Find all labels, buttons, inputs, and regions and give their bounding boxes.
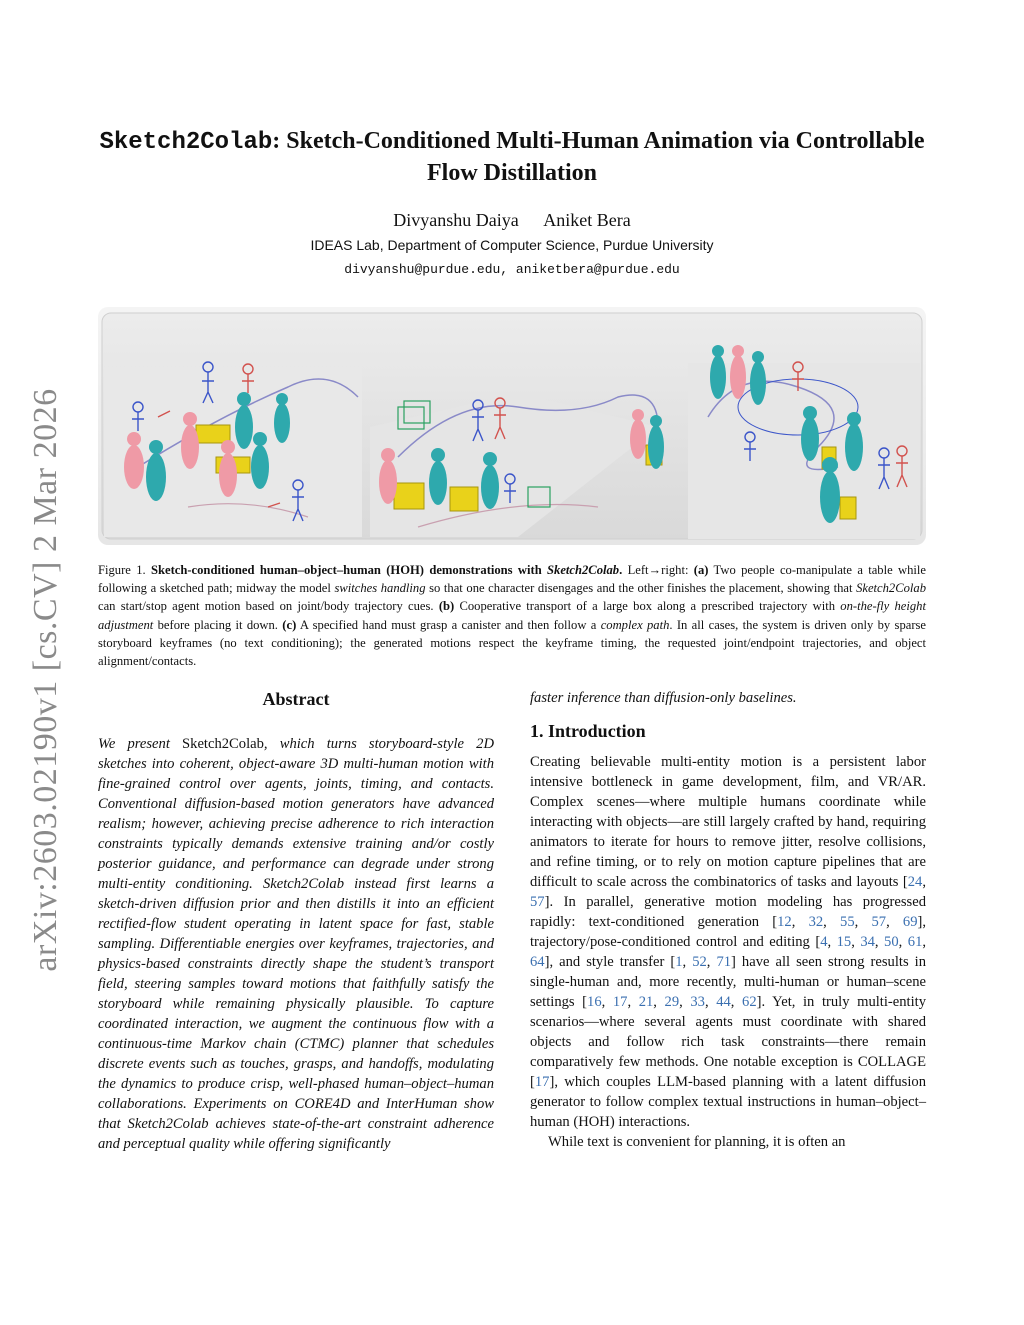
intro-text-2: ]. In parallel, generative motion modeling has progressed rapidly: text-conditioned generation [: [530, 894, 926, 930]
citation-link[interactable]: 21: [638, 994, 654, 1010]
intro-text-6: ]. Yet, in truly multi-entity scenarios—where several agents must coordinate with shared objects and follow rich task constraints—there remain comparatively few methods. One notable exception is COLLAGE [: [530, 994, 926, 1090]
intro-body: [530, 752, 926, 1152]
citation-link[interactable]: 69: [902, 914, 918, 930]
citation-link[interactable]: 44: [716, 994, 731, 1010]
title-method-name: Sketch2Colab: [99, 129, 273, 156]
caption-tag-b: (b): [438, 599, 455, 614]
teaser-illustration: [98, 307, 926, 545]
caption-method-name: Sketch2Colab: [547, 563, 620, 577]
figure-caption: [98, 561, 926, 670]
author-list: [98, 210, 926, 231]
caption-bold-text: Sketch-conditioned human–object–human (HOH) demonstrations with: [150, 563, 548, 577]
citation-link[interactable]: 1: [675, 954, 683, 970]
intro-text-3: ], trajectory/pose-conditioned control and editing [: [530, 914, 927, 950]
affiliation: IDEAS Lab, Department of Computer Science, Purdue University: [310, 237, 714, 253]
intro-text-1: Creating believable multi-entity motion is a persistent labor intensive bottleneck in game development, film, and VR/AR. Complex scenes—where multiple humans coordinate while interacting with objects—are still largely crafted by hand, requiring animators to iterate for hours to remove jitter, resolve collisions, and refine timing, or to rely on motion capture pipelines that are difficult to scale across the combinatorics of tasks and layouts [: [530, 754, 926, 890]
abstract-column: [98, 688, 494, 1154]
citation-link[interactable]: 55: [840, 914, 855, 930]
caption-tag-c: (c): [282, 617, 297, 632]
caption-label: Figure 1.: [98, 563, 151, 577]
intro-heading: 1. Introduction: [530, 721, 646, 741]
intro-paragraph-1: Creating believable multi-entity motion is a persistent labor intensive bottleneck in game development, film, and VR/AR. Complex scenes—where multiple humans coordinate while interacting with objects—are still largely crafted by hand, requiring animators to iterate for hours to remove jitter, resolve collisions, and refine timing, or to rely on motion capture pipelines that are difficult to scale across the combinatorics of tasks and layouts [24, 57]. In parallel, generative motion modeling has progressed rapidly: text-conditioned generation [12, 32, 55, 57, 69], trajectory/pose-conditioned control and editing [4, 15, 34, 50, 61, 64], and style transfer [1, 52, 71] have all seen strong results in single-human and, more recently, multi-human or human–scene settings [16, 17, 21, 29, 33, 44, 62]. Yet, in truly multi-entity scenarios—where several agents must coordinate with shared objects and follow rich task constraints—there remain comparatively few methods. One notable exception is COLLAGE [17], which couples LLM-based planning with a latent diffusion generator to follow complex textual instructions in human–object–human (HOH) interactions.: [530, 754, 927, 1130]
caption-emph-3: on-the-fly height adjustment: [98, 599, 926, 632]
citation-link[interactable]: 52: [692, 954, 707, 970]
caption-text-3: so that one character disengages and the other finishes the placement, showing that: [425, 581, 857, 596]
intro-text-5: ] have all seen strong results in single-human and, more recently, multi-human or human–scene settings [: [530, 954, 926, 1010]
caption-tag-a: (a): [693, 563, 709, 577]
caption-text-2: Two people co-manipulate a table while following a sketched path; midway the model: [98, 563, 926, 596]
caption-text-8: . In all cases, the system is driven only by sparse storyboard keyframes (no text conditioning); the generated motions respect the keyframe timing, the requested joint/endpoint trajectories, and object alignment/contacts.: [98, 617, 927, 669]
citation-link[interactable]: 71: [716, 954, 732, 970]
citation-link[interactable]: 32: [808, 914, 824, 930]
citation-link[interactable]: 17: [534, 1074, 550, 1090]
citation-link[interactable]: 62: [742, 994, 757, 1010]
citation-link[interactable]: 34: [860, 934, 875, 950]
citation-link[interactable]: 57: [871, 914, 887, 930]
intro-paragraph-2: While text is convenient for planning, it is often an: [548, 1134, 846, 1150]
caption-bold-period: .: [619, 563, 623, 577]
citation-link[interactable]: 64: [530, 954, 545, 970]
arxiv-sidebar-stamp: [16, 380, 76, 980]
abstract-continuation: faster inference than diffusion-only baselines.: [530, 690, 797, 706]
author-emails: divyanshu@purdue.edu, aniketbera@purdue.edu: [344, 262, 680, 277]
citation-link[interactable]: 16: [587, 994, 602, 1010]
caption-text-5: Cooperative transport of a large box along a prescribed trajectory with: [454, 599, 841, 614]
citation-link[interactable]: 29: [664, 994, 680, 1010]
teaser-figure: [98, 307, 926, 545]
author-2: Aniket Bera: [543, 210, 631, 230]
citation-link[interactable]: 4: [820, 934, 828, 950]
citation-link[interactable]: 12: [777, 914, 792, 930]
intro-text-4: ], and style transfer [: [544, 954, 676, 970]
caption-text-7: A specified hand must grasp a canister and then follow a: [296, 617, 601, 632]
abstract-rest: , which turns storyboard-style 2D sketches into coherent, object-aware 3D multi-human motion with fine-grained control over agents, joints, timing, and contacts. Conventional diffusion-based motion generators have advanced realism; however, achieving precise adherence to rich interaction constraints typically demands extensive training and/or costly posterior guidance, and performance can degrade under strong multi-entity conditioning. Sketch2Colab instead first learns a sketch-driven diffusion prior and then distills it into an efficient rectified-flow student operating in latent space for fast, stable sampling. Differentiable energies over keyframes, trajectories, and physics-based constraints directly shape the student’s transport field, steering samples toward motions that faithfully satisfy the storyboard while remaining physically plausible. To capture coordinated interaction, we augment the continuous flow with a continuous-time Markov chain (CTMC) planner that schedules discrete events such as touches, grasps, and handoffs, modulating the dynamics to produce crisp, well-phased human–object–human collaborations. Experiments on CORE4D and InterHuman show that Sketch2Colab achieves state-of-the-art constraint adherence and perceptual quality while offering significantly: [98, 736, 495, 1152]
citation-link[interactable]: 61: [907, 934, 923, 950]
paper-title: [98, 126, 926, 188]
citation-link[interactable]: 15: [836, 934, 852, 950]
panel-c-scene: [688, 345, 920, 539]
citation-link[interactable]: 17: [612, 994, 628, 1010]
caption-text-4: can start/stop agent motion based on joint/body trajectory cues.: [98, 599, 439, 614]
caption-emph-1: switches handling: [334, 581, 426, 596]
citation-link[interactable]: 33: [690, 994, 705, 1010]
author-1: Divyanshu Daiya: [393, 210, 519, 230]
caption-bold-title: [151, 563, 622, 577]
abstract-intro: We present: [98, 736, 183, 752]
intro-text-7: ], which couples LLM-based planning with a latent diffusion generator to follow complex textual instructions in human–object–human (HOH) interactions.: [530, 1074, 926, 1130]
caption-text-1: Left→right:: [622, 563, 694, 577]
arxiv-id: arXiv:2603.02190v1 [cs.CV] 2 Mar 2026: [27, 388, 64, 972]
title-rest: : Sketch-Conditioned Multi-Human Animation via Controllable Flow Distillation: [272, 128, 925, 186]
abstract-body: [98, 734, 494, 1154]
caption-emph-2: Sketch2Colab: [856, 581, 927, 596]
citation-link[interactable]: 57: [530, 894, 545, 910]
panel-a-scene: [104, 362, 362, 537]
caption-text-6: before placing it down.: [153, 617, 283, 632]
abstract-heading: Abstract: [262, 689, 330, 709]
citation-link[interactable]: 24: [907, 874, 923, 890]
abstract-method-name: Sketch2Colab: [182, 736, 264, 752]
intro-column: [530, 688, 926, 1152]
caption-emph-4: complex path: [600, 617, 670, 632]
citation-link[interactable]: 50: [884, 934, 899, 950]
